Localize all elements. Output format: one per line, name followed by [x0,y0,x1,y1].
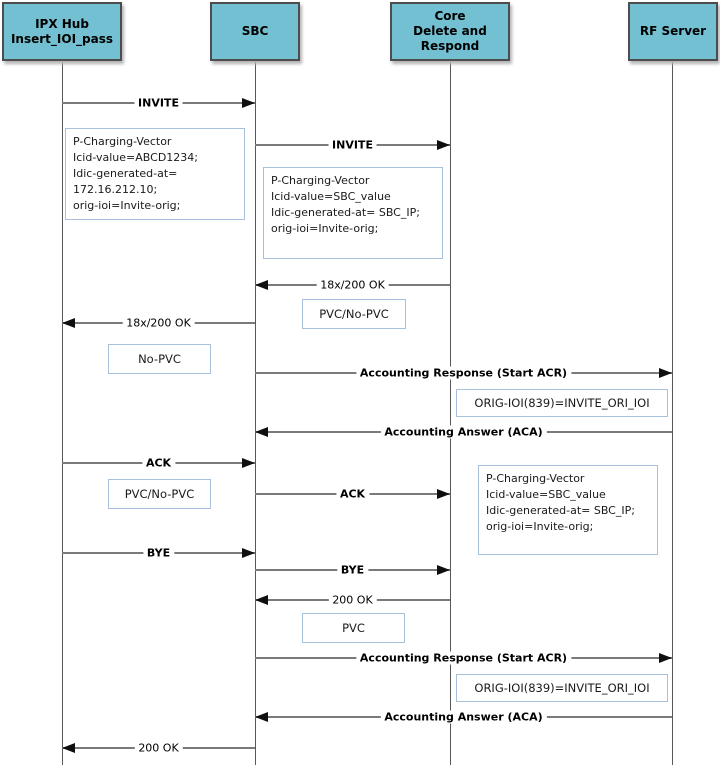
actor-sbc-label: SBC [241,24,269,38]
note-pcv-invite-ipx-text: Icid-value=ABCD1234; [73,151,198,164]
lifeline-rf [672,61,673,765]
note-pcv-invite-ipx [65,128,245,220]
arrowhead-icon [255,712,268,722]
note-orig-ioi-2-text: ORIG-IOI(839)=INVITE_ORI_IOI [474,681,650,695]
note-pcv-invite-ipx-text: orig-ioi=Invite-orig; [73,199,181,212]
actor-core-label: Delete and [413,24,487,38]
note-pcv-invite-sbc-text: orig-ioi=Invite-orig; [271,222,379,235]
message-bye-10-label: BYE [337,564,368,577]
arrowhead-icon [659,653,672,663]
arrowhead-icon [659,368,672,378]
arrowhead-icon [62,318,75,328]
note-pcv-invite-sbc-text: Icid-value=SBC_value [271,190,391,203]
message-ack-8-label: ACK [336,488,369,501]
note-no-pvc [108,344,211,374]
arrowhead-icon [255,280,268,290]
note-orig-ioi-1 [456,389,668,417]
message-accounting-answer-aca-13-label: Accounting Answer (ACA) [380,711,546,724]
actor-rf-label: RF Server [639,24,707,38]
message-accounting-response-start-acr-5-label: Accounting Response (Start ACR) [356,367,571,380]
arrowhead-icon [242,548,255,558]
actor-ipx [2,2,122,61]
note-pvc-no-pvc-2-text: PVC/No-PVC [124,487,195,501]
arrowhead-icon [242,458,255,468]
note-pvc-no-pvc-1-text: PVC/No-PVC [319,307,389,321]
note-pvc-text: PVC [342,621,365,635]
note-orig-ioi-1-text: ORIG-IOI(839)=INVITE_ORI_IOI [474,396,650,410]
note-pcv-invite-ipx-text: 172.16.212.10; [73,183,158,196]
note-pcv-invite-ipx-text: Idic-generated-at= [73,167,178,180]
actor-sbc [210,2,300,61]
arrowhead-icon [255,595,268,605]
note-pcv-ack-core-text: Idic-generated-at= SBC_IP; [486,504,635,517]
actor-core [390,2,510,61]
actor-ipx-label: Insert_IOI_pass [10,31,114,46]
arrowhead-icon [437,489,450,499]
note-pcv-ack-core-text: orig-ioi=Invite-orig; [486,520,594,533]
note-pvc-no-pvc-1 [302,299,406,329]
note-no-pvc-text: No-PVC [138,352,181,366]
message-invite-1-label: INVITE [134,97,183,110]
actor-rf [628,2,718,61]
note-pvc [302,613,405,643]
actor-ipx-label: IPX Hub [35,16,89,31]
lifeline-sbc [255,61,256,765]
message-invite-2-label: INVITE [328,139,377,152]
arrowhead-icon [242,98,255,108]
message-18x-200-ok-4-label: 18x/200 OK [122,317,195,330]
note-pcv-invite-sbc [263,167,443,259]
actor-core-label: Core [434,9,466,23]
lifeline-ipx [62,61,63,765]
actor-core-label: Respond [420,39,480,53]
note-pcv-invite-sbc-text: P-Charging-Vector [271,174,370,187]
message-ack-7-label: ACK [142,457,175,470]
note-pcv-ack-core [478,465,658,555]
note-pcv-ack-core-text: Icid-value=SBC_value [486,488,606,501]
arrowhead-icon [255,427,268,437]
message-bye-9-label: BYE [143,547,174,560]
message-200-ok-11-label: 200 OK [328,594,376,607]
arrowhead-icon [437,565,450,575]
message-accounting-response-start-acr-12-label: Accounting Response (Start ACR) [356,652,571,665]
note-pcv-invite-ipx-text: P-Charging-Vector [73,135,172,148]
message-18x-200-ok-3-label: 18x/200 OK [316,279,389,292]
note-pcv-ack-core-text: P-Charging-Vector [486,472,585,485]
arrowhead-icon [437,140,450,150]
note-pvc-no-pvc-2 [108,479,211,509]
message-accounting-answer-aca-6-label: Accounting Answer (ACA) [380,426,546,439]
arrowhead-icon [62,743,75,753]
note-pcv-invite-sbc-text: Idic-generated-at= SBC_IP; [271,206,420,219]
message-200-ok-14-label: 200 OK [134,742,182,755]
note-orig-ioi-2 [456,674,668,702]
